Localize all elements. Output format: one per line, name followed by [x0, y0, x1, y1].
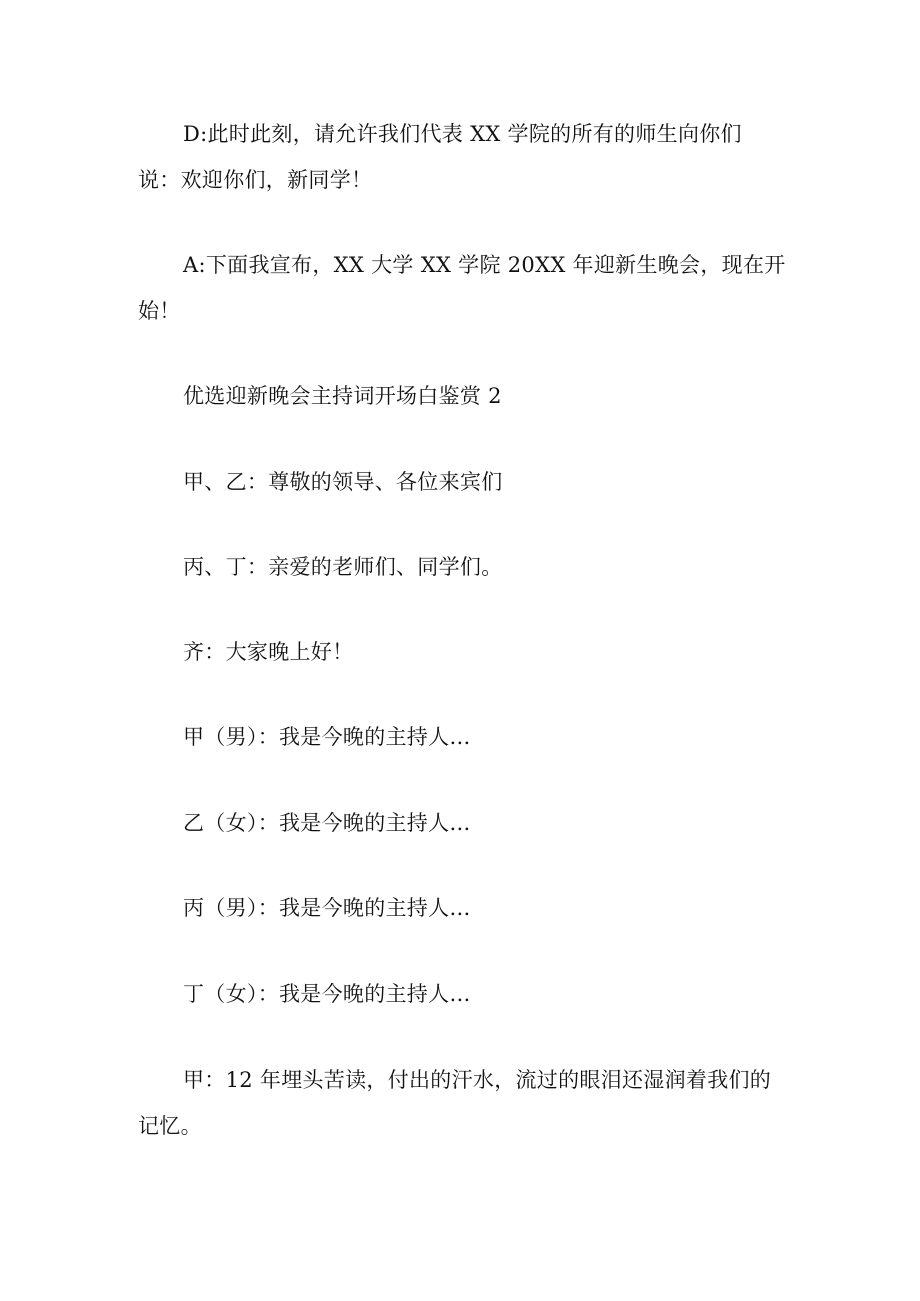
paragraph-final-line-1: 甲：12 年埋头苦读，付出的汗水，流过的眼泪还湿润着我们的 [183, 1068, 772, 1092]
dialogue-line-4: 甲（男）：我是今晚的主持人… [183, 725, 471, 749]
dialogue-line-7: 丁（女）：我是今晚的主持人… [183, 982, 471, 1006]
paragraph-2-line-1: A:下面我宣布，XX 大学 XX 学院 20XX 年迎新生晚会，现在开 [183, 253, 786, 277]
dialogue-line-1: 甲、乙：尊敬的领导、各位来宾们 [183, 470, 503, 494]
dialogue-line-3: 齐：大家晚上好！ [183, 640, 354, 664]
dialogue-line-2: 丙、丁：亲爱的老师们、同学们。 [183, 555, 503, 579]
section-title: 优选迎新晚会主持词开场白鉴赏 2 [183, 384, 502, 408]
paragraph-2-line-2: 始！ [138, 299, 181, 323]
paragraph-1-line-2: 说：欢迎你们，新同学！ [138, 168, 373, 192]
paragraph-1-line-1: D:此时此刻，请允许我们代表 XX 学院的所有的师生向你们 [183, 122, 742, 146]
dialogue-line-6: 丙（男）：我是今晚的主持人… [183, 896, 471, 920]
dialogue-line-5: 乙（女）：我是今晚的主持人… [183, 811, 471, 835]
paragraph-final-line-2: 记忆。 [138, 1114, 202, 1138]
